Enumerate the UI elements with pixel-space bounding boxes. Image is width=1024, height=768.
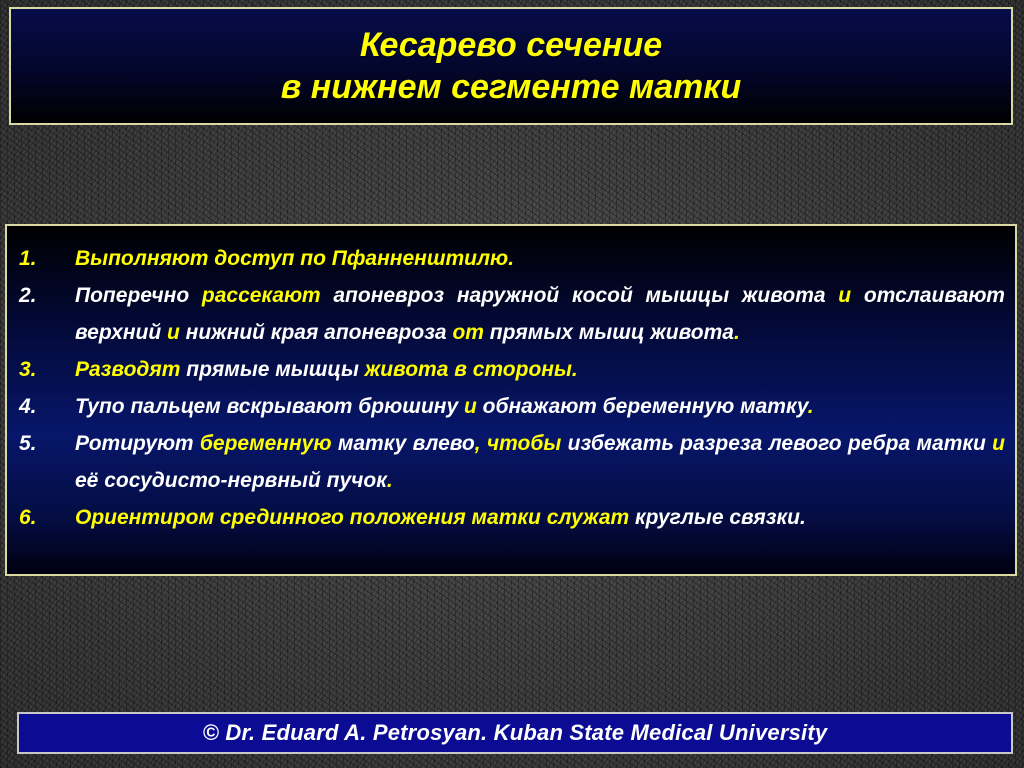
step-text-segment: живота в стороны.: [364, 358, 578, 381]
step-text-segment: .: [733, 321, 740, 344]
step-item: [19, 351, 1005, 388]
steps-list: [7, 226, 1015, 536]
step-text-segment: .: [386, 469, 393, 492]
step-text-segment: круглые связки.: [629, 506, 806, 529]
step-text-segment: прямых мышц живота: [483, 321, 734, 344]
step-text-segment: отслаивают верхний: [75, 284, 1005, 344]
step-text-segment: обнажают беременную матку: [476, 395, 808, 418]
step-text-segment: и: [838, 284, 852, 307]
step-text-segment: и: [167, 321, 180, 344]
step-text-segment: от: [452, 321, 484, 344]
copyright-text: © Dr. Eduard A. Petrosyan. Kuban State Medical University: [202, 720, 828, 745]
step-text-segment: и: [992, 432, 1005, 455]
step-text-segment: беременную: [199, 432, 332, 455]
step-text-segment: .: [807, 395, 814, 418]
step-item: [19, 425, 1005, 499]
step-number: 1.: [19, 247, 37, 270]
step-text-segment: , чтобы: [474, 432, 562, 455]
step-text-segment: апоневроз наружной косой мышцы живота: [320, 284, 839, 307]
step-text: [75, 277, 1005, 351]
step-text-segment: Ориентиром срединного положения матки служат: [75, 506, 630, 529]
step-text: [75, 425, 1005, 499]
step-text-segment: Ротируют: [75, 432, 200, 455]
step-item: [19, 388, 1005, 425]
step-text: [75, 240, 1005, 277]
step-number: 6.: [19, 506, 37, 529]
step-text-segment: Выполняют доступ по Пфанненштилю.: [75, 247, 515, 270]
slide-title-line-2: в нижнем сегменте матки: [280, 68, 742, 106]
step-text-segment: рассекают: [201, 284, 321, 307]
step-number: 3.: [19, 358, 37, 381]
step-text-segment: матку влево: [331, 432, 475, 455]
step-text: [75, 388, 1005, 425]
step-number: 5.: [19, 432, 37, 455]
step-item: [19, 499, 1005, 536]
step-text-segment: нижний края апоневроза: [179, 321, 453, 344]
copyright-footer: [17, 712, 1013, 754]
step-text: [75, 351, 1005, 388]
slide-title-box: [9, 7, 1013, 125]
step-item: [19, 277, 1005, 351]
step-text-segment: Тупо пальцем вскрывают брюшину: [75, 395, 464, 418]
step-number: 2.: [19, 284, 37, 307]
step-number: 4.: [19, 395, 37, 418]
step-text-segment: и: [464, 395, 477, 418]
step-item: [19, 240, 1005, 277]
steps-panel: [5, 224, 1017, 576]
step-text-segment: Разводят: [75, 358, 181, 381]
step-text-segment: прямые мышцы: [180, 358, 365, 381]
slide-title-line-1: Кесарево сечение: [359, 26, 663, 64]
step-text-segment: Поперечно: [75, 284, 202, 307]
step-text-segment: избежать разреза левого ребра матки: [561, 432, 993, 455]
step-text: [75, 499, 1005, 536]
step-text-segment: её сосудисто-нервный пучок: [75, 469, 387, 492]
